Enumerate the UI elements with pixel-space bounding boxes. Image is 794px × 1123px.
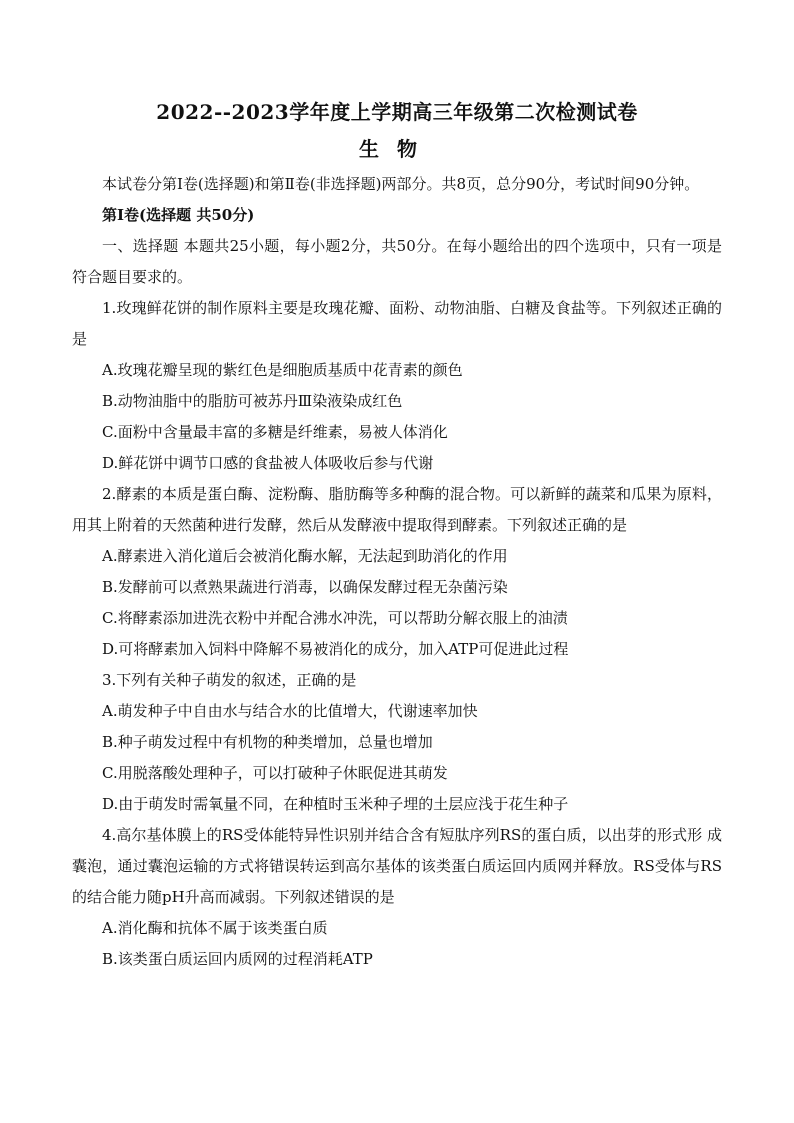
option-b: B.种子萌发过程中有机物的种类增加，总量也增加 <box>102 733 433 751</box>
option-d: D.鲜花饼中调节口感的食盐被人体吸收后参与代谢 <box>102 454 434 472</box>
option-c: C.将酵素添加进洗衣粉中并配合沸水冲洗，可以帮助分解衣服上的油渍 <box>102 609 568 627</box>
option-b: B.该类蛋白质运回内质网的过程消耗ATP <box>102 950 373 968</box>
option-d: D.由于萌发时需氧量不同，在种植时玉米种子埋的土层应浅于花生种子 <box>102 795 569 813</box>
subject-title: 生物 <box>359 137 435 161</box>
section-heading: 第Ⅰ卷(选择题 共50分) <box>102 206 255 224</box>
question-stem: 2.酵素的本质是蛋白酶、淀粉酶、脂肪酶等多种酶的混合物。可以新鲜的蔬菜和瓜果为原料，用其上附着的天然菌种进行发酵，然后从发酵液中提取得到酵素。下列叙述正确的是 <box>72 485 722 534</box>
option-a: A.玫瑰花瓣呈现的紫红色是细胞质基质中花青素的颜色 <box>102 361 463 379</box>
question-4 <box>72 820 722 975</box>
option-a: A.萌发种子中自由水与结合水的比值增大，代谢速率加快 <box>102 702 478 720</box>
option-b: B.发酵前可以煮熟果蔬进行消毒，以确保发酵过程无杂菌污染 <box>102 578 508 596</box>
exam-title: 2022--2023学年度上学期高三年级第二次检测试卷 <box>156 100 638 124</box>
question-3 <box>72 665 722 820</box>
option-c: C.面粉中含量最丰富的多糖是纤维素，易被人体消化 <box>102 423 448 441</box>
question-stem: 1.玫瑰鲜花饼的制作原料主要是玫瑰花瓣、面粉、动物油脂、白糖及食盐等。下列叙述正确的是 <box>72 299 722 348</box>
exam-intro: 本试卷分第Ⅰ卷(选择题)和第Ⅱ卷(非选择题)两部分。共8页，总分90分，考试时间90分钟。 <box>102 175 700 193</box>
section-instructions: 一、选择题 本题共25小题，每小题2分，共50分。在每小题给出的四个选项中，只有一项是符合题目要求的。 <box>72 237 722 286</box>
question-2 <box>72 479 722 665</box>
question-1 <box>72 293 722 479</box>
option-a: A.酵素进入消化道后会被消化酶水解，无法起到助消化的作用 <box>102 547 508 565</box>
option-c: C.用脱落酸处理种子，可以打破种子休眠促进其萌发 <box>102 764 448 782</box>
question-stem: 4.高尔基体膜上的RS受体能特异性识别并结合含有短肽序列RS的蛋白质，以出芽的形式形 成囊泡，通过囊泡运输的方式将错误转运到高尔基体的该类蛋白质运回内质网并释放。RS受体与RS的结合能力随pH升高而减弱。下列叙述错误的是 <box>72 826 722 906</box>
option-a: A.消化酶和抗体不属于该类蛋白质 <box>102 919 328 937</box>
option-b: B.动物油脂中的脂肪可被苏丹Ⅲ染液染成红色 <box>102 392 403 410</box>
option-d: D.可将酵素加入饲料中降解不易被消化的成分，加入ATP可促进此过程 <box>102 640 569 658</box>
question-stem: 3.下列有关种子萌发的叙述，正确的是 <box>102 671 357 689</box>
